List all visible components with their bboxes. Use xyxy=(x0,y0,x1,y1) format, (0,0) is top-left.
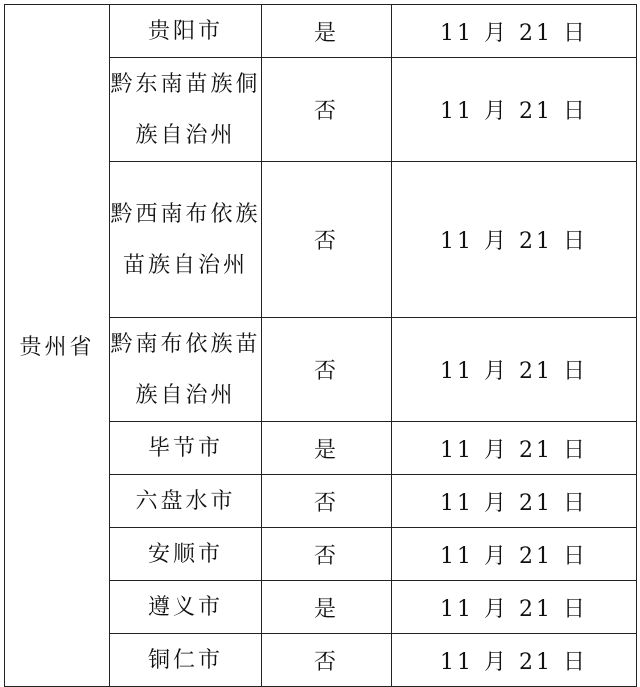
city-cell: 遵义市 xyxy=(110,581,262,634)
date-cell: 11 月 21 日 xyxy=(392,581,637,634)
flag-cell: 否 xyxy=(262,528,392,581)
region-table xyxy=(4,4,637,687)
table-row xyxy=(5,5,637,58)
flag-cell: 否 xyxy=(262,475,392,528)
province-cell: 贵州省 xyxy=(5,5,110,687)
city-cell: 黔东南苗族侗族自治州 xyxy=(110,58,262,162)
date-cell: 11 月 21 日 xyxy=(392,634,637,687)
date-cell: 11 月 21 日 xyxy=(392,528,637,581)
city-cell: 铜仁市 xyxy=(110,634,262,687)
date-cell: 11 月 21 日 xyxy=(392,5,637,58)
flag-cell: 是 xyxy=(262,581,392,634)
city-cell: 六盘水市 xyxy=(110,475,262,528)
city-cell: 贵阳市 xyxy=(110,5,262,58)
date-cell: 11 月 21 日 xyxy=(392,475,637,528)
date-cell: 11 月 21 日 xyxy=(392,422,637,475)
flag-cell: 是 xyxy=(262,422,392,475)
city-cell: 黔西南布依族苗族自治州 xyxy=(110,162,262,318)
flag-cell: 否 xyxy=(262,318,392,422)
date-cell: 11 月 21 日 xyxy=(392,318,637,422)
date-cell: 11 月 21 日 xyxy=(392,58,637,162)
city-cell: 毕节市 xyxy=(110,422,262,475)
city-cell: 黔南布依族苗族自治州 xyxy=(110,318,262,422)
flag-cell: 否 xyxy=(262,58,392,162)
flag-cell: 否 xyxy=(262,162,392,318)
flag-cell: 否 xyxy=(262,634,392,687)
flag-cell: 是 xyxy=(262,5,392,58)
date-cell: 11 月 21 日 xyxy=(392,162,637,318)
city-cell: 安顺市 xyxy=(110,528,262,581)
